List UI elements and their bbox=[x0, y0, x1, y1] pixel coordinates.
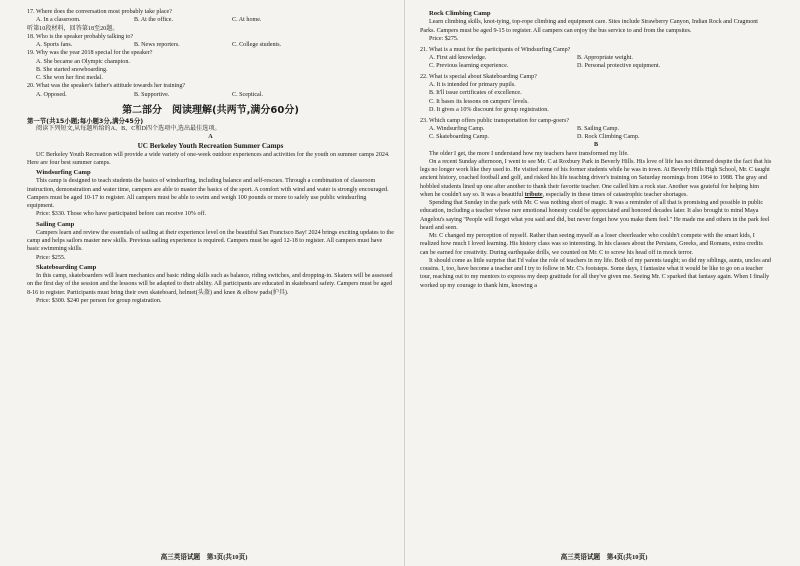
option: B. It'll issue certificates of excellence. bbox=[429, 90, 522, 97]
underlined-word: tribute bbox=[524, 191, 543, 198]
option: A. It is intended for primary pupils. bbox=[429, 82, 516, 88]
option: A. Windsurfing Camp. bbox=[429, 125, 485, 132]
passage-title: UC Berkeley Youth Recreation Summer Camps bbox=[137, 141, 284, 150]
camp-description: Learn climbing skills, knot-tying, top-rope climbing and equipment care. Sites include Strawberry Canyon, Indian Rock and Cragmont Parks. Campers must be aged 9-15 to register. All campers can enjoy the bus service to and from the campsites. bbox=[420, 19, 758, 34]
camp-price: Price: $255. bbox=[36, 254, 66, 261]
passage-paragraph: The older I get, the more I understand how my teachers have transformed my life. bbox=[429, 150, 629, 157]
option: C. Skateboarding Camp. bbox=[429, 134, 489, 140]
question-22: 22. What is special about Skateboarding Camp? bbox=[420, 73, 537, 80]
camp-heading: Windsurfing Camp bbox=[36, 169, 91, 176]
option: D. It gives a 10% discount for group registration. bbox=[429, 106, 549, 113]
question-21-options bbox=[420, 54, 772, 62]
paragraph-text: , especially in these times of catastrophic teacher shortages. bbox=[542, 191, 688, 198]
option: B. She started snowboarding. bbox=[36, 66, 108, 73]
passage-label: A bbox=[208, 134, 213, 141]
option: A. Opposed. bbox=[36, 91, 67, 98]
camp-heading: Sailing Camp bbox=[36, 220, 75, 228]
option: B. Sailing Camp. bbox=[577, 125, 619, 132]
camp-heading: Skateboarding Camp bbox=[36, 263, 97, 271]
camp-price: Price: $300. $240 per person for group registration. bbox=[36, 297, 162, 304]
question-18: 18. Who is the speaker probably talking to? bbox=[27, 33, 134, 40]
option: A. First aid knowledge. bbox=[429, 54, 487, 61]
camp-description: In this camp, skateboarders will learn mechanics and basic riding skills such as balance, riding switches, and dropping-in. Skaters will be assessed on the first day of the session and the lessons will be adapted to their ability. All participants are educated in skateboard safety. Campers must be aged 8-16 to register. Participants must bring their own skateboard, helmet(头盔) and knee & elbow pads(护具). bbox=[27, 273, 393, 296]
paragraph-text: On a recent Sunday afternoon, I went to see Mr. C at Roxbury Park in Beverly Hills. His love of life has not dimmed despite the fact that his legs no longer work like they used to. He visited some of his former students while he was in town. At Beverly Hills High School, Mr. C taught ancient history, coached football and golf, and risked his life teaching driver's training on Saturday mornings from 1964 to 1988. The gray and hobbled students lined up one after another to thank their favorite teacher. One called him a rock star. Another was grateful for helping him when he couldn't say so. It was a beautiful bbox=[420, 158, 772, 198]
option: D. Rock Climbing Camp. bbox=[577, 134, 640, 140]
passage-label: B bbox=[593, 142, 599, 149]
question-23-options bbox=[420, 125, 772, 133]
camp-description: Campers learn and review the essentials of sailing at their experience level on the beautiful San Francisco Bay! 2024 brings exciting updates to the camp and helps sailors master new skills. Previous sailing experience is required. Campers must be aged 12-18 to register. All campers must have basic swimming skills. bbox=[27, 229, 394, 253]
option: A. In a classroom. bbox=[36, 17, 81, 24]
question-20: 20. What was the speaker's father's attitude towards her training? bbox=[27, 83, 186, 90]
question-18-options bbox=[27, 41, 394, 49]
question-17: 17. Where does the conversation most probably take place? bbox=[27, 9, 172, 15]
question-19: 19. Why was the year 2018 special for the speaker? bbox=[27, 50, 153, 57]
camp-price: Price: $330. Those who have participated before can receive 10% off. bbox=[36, 211, 206, 218]
question-23: 23. Which camp offers public transportation for camp-goers? bbox=[420, 117, 570, 124]
page-footer: 高三英语试题 第3页(共10页) bbox=[160, 553, 248, 561]
option: C. Previous learning experience. bbox=[429, 63, 509, 69]
question-21-options bbox=[420, 62, 772, 70]
option: C. She won her first medal. bbox=[36, 75, 103, 81]
section-heading: 第一节(共15小题;每小题3分,满分45分) bbox=[27, 116, 144, 125]
option: B. Appropriate weight. bbox=[577, 54, 633, 61]
option: A. Sports fans. bbox=[36, 42, 73, 48]
option: C. At home. bbox=[232, 17, 262, 24]
question-21: 21. What is a must for the participants of Windsurfing Camp? bbox=[420, 46, 571, 53]
option: C. College students. bbox=[232, 42, 282, 48]
camp-price: Price: $275. bbox=[429, 35, 459, 42]
passage-paragraph: Mr. C changed my perception of myself. Rather than seeing myself as a loser cheerleader who couldn't compete with the smart kids, I realized how much I loved learning. His history class was so interesting. In his classes about the Persians, Greeks, and Romans, extra credits can be earned for creativity. During earthquake drills, we counted on Mr. C to screw his head off in mock terror. bbox=[420, 233, 763, 256]
option: D. Personal protective equipment. bbox=[577, 63, 661, 69]
option: B. At the office. bbox=[134, 17, 173, 24]
passage-paragraph: Spending that Sunday in the park with Mr. C was nothing short of magic. It was a reminder of all that is promising and possible in public education, including a teacher whose rare emotional honesty could be appreciated and honored decades later. It also brought to mind Maya Angelou's saying "People will forget what you said and did, but never forget how you make them feel." He made me and others in the park feel heard and seen. bbox=[420, 200, 770, 231]
option: B. Supportive. bbox=[134, 91, 170, 98]
question-20-options bbox=[27, 91, 394, 99]
listening-note: 听第10段材料，回答第18至20题。 bbox=[27, 25, 119, 32]
camp-description: This camp is designed to teach students the basics of windsurfing, including balance and self-rescues. Through a combination of classroom instruction, demonstration and water time, campers are able to master the basics of the sport. A comfort with wind and water is strongly encouraged. Campers must be aged 10-17 to register. All campers must be able to swim and weigh 100 pounds or more to safely use public windsurfing equipment. bbox=[27, 178, 389, 209]
option: A. She became an Olympic champion. bbox=[36, 58, 130, 65]
page-footer: 高三英语试题 第4页(共10页) bbox=[560, 553, 648, 561]
camp-heading: Rock Climbing Camp bbox=[429, 10, 491, 17]
part-title: 第二部分 阅读理解(共两节,满分60分) bbox=[122, 104, 299, 116]
passage-intro: UC Berkeley Youth Recreation will provide a wide variety of one-week outdoor experiences and activities for the youth on summer camps 2024. Here are four best summer camps. bbox=[27, 151, 390, 166]
option: B. News reporters. bbox=[134, 42, 180, 48]
section-instructions: 阅读下列短文,从每题所给的A、B、C和D四个选项中,选出最佳选项。 bbox=[36, 126, 221, 132]
passage-paragraph: It should come as little surprise that I'd value the role of teachers in my life. Both of my parents taught; so did my siblings, aunts, uncles and cousins. I, too, have become a teacher and I try to follow in Mr. C's footsteps. Some days, I fantasize what it would be like to go on a teacher tour, reaching out to my mentors to express my deep gratitude for all they've given me. Seeing Mr. C sparked that fantasy again. When I finally worked up my courage to thank him, knowing a bbox=[420, 257, 771, 289]
question-23-options bbox=[420, 133, 772, 141]
option: C. It bases its lessons on campers' levels. bbox=[429, 98, 529, 105]
question-17-options bbox=[27, 16, 394, 24]
option: C. Sceptical. bbox=[232, 91, 263, 98]
page-4 bbox=[408, 0, 800, 566]
passage-paragraph bbox=[420, 158, 772, 199]
